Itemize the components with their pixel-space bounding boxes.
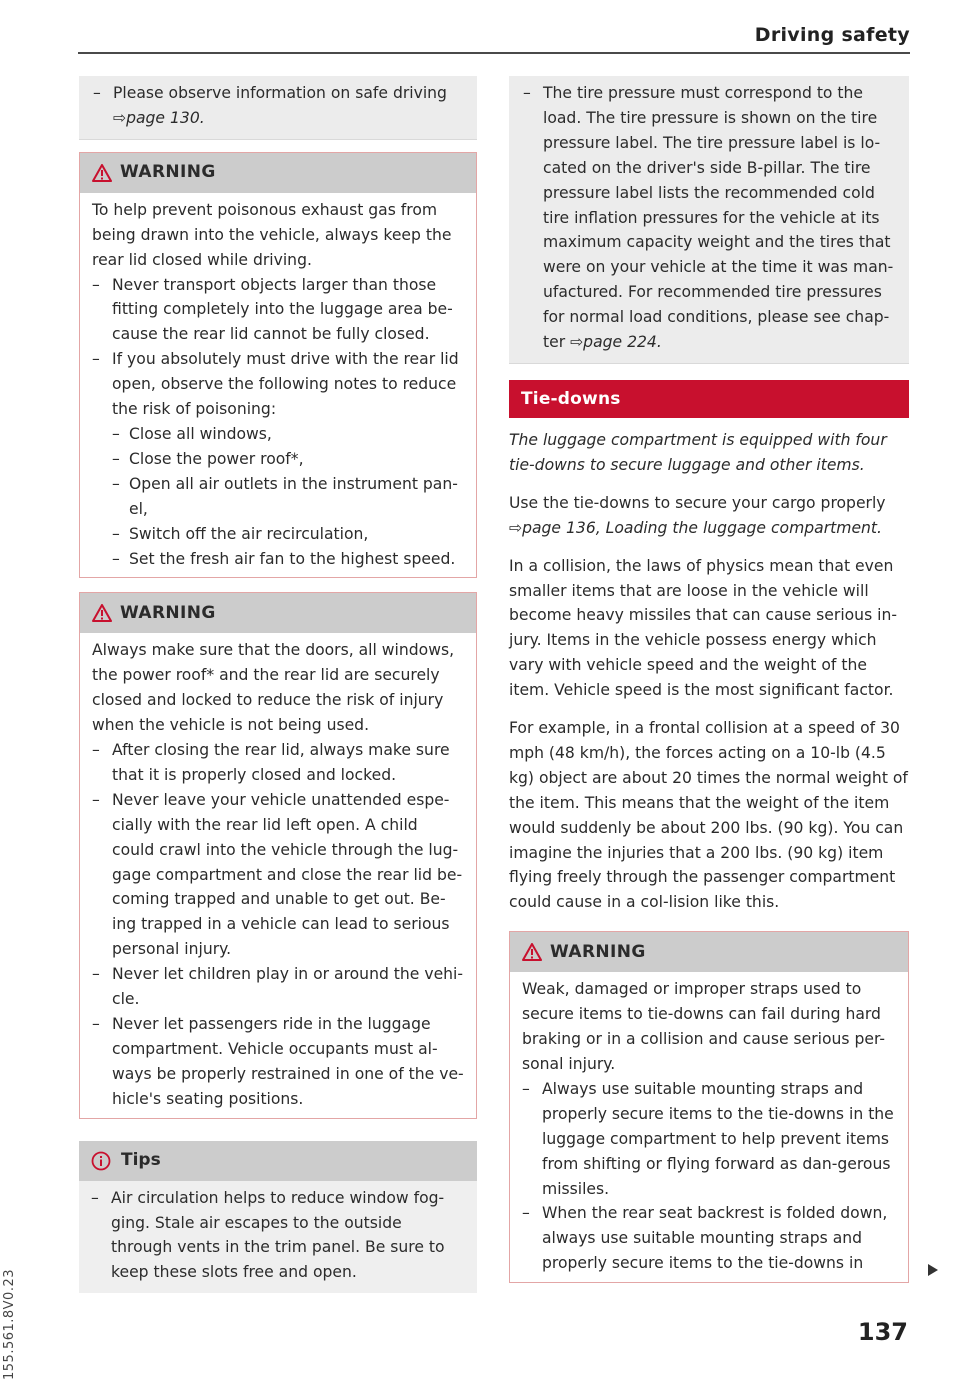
tips-label: Tips [121, 1150, 161, 1171]
note-text: Please observe information on safe driving [113, 84, 447, 102]
tie-downs-title: Tie-downs [521, 388, 621, 409]
warning-subitem: – Open all air outlets in the instrument pan-el, [112, 472, 464, 522]
warning-box-security [79, 592, 477, 1118]
page-reference-link[interactable]: page 224. [583, 333, 662, 352]
document-code: 155.561.8V0.23 [2, 1269, 17, 1380]
warning-triangle-icon [92, 164, 112, 182]
warning-item: – Never transport objects larger than those fitting completely into the luggage area be-cause the rear lid cannot be fully closed. [92, 273, 464, 348]
warning-header [80, 593, 476, 633]
note-text: The tire pressure must correspond to the load. The tire pressure is shown on the tire pressure label. The tire pressure label is lo-cated on the driver's side B-pillar. The tire pressure label lists the recommended cold tire inflation pressures for the vehicle at its maximum capacity weight and the tires that were on your vehicle at the time it was man-ufactured. For recommended tire pressures for normal load conditions, please see chap-ter [543, 84, 894, 352]
warning-box-exhaust [79, 152, 477, 579]
tie-downs-heading [509, 380, 909, 418]
tie-downs-paragraph: Use the tie-downs to secure your cargo properly ⇨page 136, Loading the luggage compartment. [509, 493, 886, 537]
continue-arrow-icon [928, 1264, 938, 1276]
warning-subitem: – Switch off the air recirculation, [112, 522, 464, 547]
right-column [509, 76, 909, 1283]
page-reference-link[interactable]: page 136, Loading the luggage compartment. [522, 518, 882, 537]
info-circle-icon [91, 1151, 111, 1171]
collision-example-paragraph: For example, in a frontal collision at a speed of 30 mph (48 km/h), the forces acting on a 10-lb (4.5 kg) object are about 20 times the normal weight of the item. This means that the weight of the item would suddenly be about 200 lbs. (90 kg). You can imagine the injuries that a 200 lbs. (90 kg) item flying freely through the passenger compartment could cause in a col-lision like this. [509, 719, 908, 912]
warning-triangle-icon [522, 943, 542, 961]
tips-box [79, 1141, 477, 1294]
warning-item: – Never leave your vehicle unattended espe-cially with the rear lid left open. A child could crawl into the vehicle through the lug-gage compartment and close the rear lid be-coming trapped and unable to get out. Be-ing trapped in a vehicle can lead to serious personal injury. [92, 788, 464, 962]
tie-downs-intro: The luggage compartment is equipped with four tie-downs to secure luggage and other items. [509, 430, 887, 474]
warning-subitem: – Close the power roof*, [112, 447, 464, 472]
warning-item: – After closing the rear lid, always make sure that it is properly closed and locked. [92, 738, 464, 788]
page-number: 137 [857, 1318, 908, 1346]
arrow-right-icon: ⇨ [570, 333, 584, 352]
note-item [93, 81, 463, 131]
warning-item: – If you absolutely must drive with the rear lid open, observe the following notes to reduce the risk of poisoning: – Close all windows, – Close the power roof*, – Open all air outlets in the instrument pan-el, – Switch off the air recirculation, – Set the fresh air fan to the highest speed. [92, 347, 464, 571]
warning-label: WARNING [120, 602, 216, 623]
warning-label: WARNING [120, 162, 216, 183]
warning-item: – Always use suitable mounting straps and properly secure items to the tie-downs in the luggage compartment to help prevent items from shifting or flying forward as dan-gerous missiles. [522, 1077, 896, 1202]
warning-subitem: – Set the fresh air fan to the highest speed. [112, 547, 464, 572]
header-rule [78, 52, 910, 54]
warning-header [510, 932, 908, 972]
warning-header [80, 153, 476, 193]
warning-intro: To help prevent poisonous exhaust gas from being drawn into the vehicle, always keep the rear lid closed while driving. [92, 200, 452, 269]
safe-driving-note [79, 76, 477, 140]
warning-triangle-icon [92, 604, 112, 622]
arrow-right-icon: ⇨ [113, 108, 127, 127]
warning-item: – When the rear seat backrest is folded down, always use suitable mounting straps and properly secure items to the tie-downs in [522, 1201, 896, 1276]
collision-physics-paragraph: In a collision, the laws of physics mean that even smaller items that are loose in the vehicle will become heavy missiles that can cause serious in-jury. Items in the vehicle possess energy which vary with vehicle speed and the weight of the item. Vehicle speed is the most significant factor. [509, 556, 897, 700]
arrow-right-icon: ⇨ [509, 518, 523, 537]
left-column [79, 76, 477, 1293]
section-title: Driving safety [754, 24, 910, 46]
warning-intro: Always make sure that the doors, all windows, the power roof* and the rear lid are securely closed and locked to reduce the risk of injury when the vehicle is not being used. [92, 641, 455, 735]
page-reference-link[interactable]: page 130. [126, 108, 205, 127]
warning-item: – Never let passengers ride in the luggage compartment. Vehicle occupants must al-ways be properly restrained in one of the ve-hicle's seating positions. [92, 1012, 464, 1112]
tips-header [79, 1141, 477, 1181]
warning-intro: Weak, damaged or improper straps used to secure items to tie-downs can fail during hard braking or in a collision and cause serious per-sonal injury. [522, 980, 885, 1073]
note-item [523, 81, 895, 355]
warning-label: WARNING [550, 941, 646, 962]
tips-item: – Air circulation helps to reduce window fog-ging. Stale air escapes to the outside through vents in the trim panel. Be sure to keep these slots free and open. [91, 1186, 465, 1286]
warning-item: – Never let children play in or around the vehi-cle. [92, 962, 464, 1012]
warning-box-straps [509, 931, 909, 1283]
tire-pressure-note [509, 76, 909, 364]
warning-subitem: – Close all windows, [112, 422, 464, 447]
